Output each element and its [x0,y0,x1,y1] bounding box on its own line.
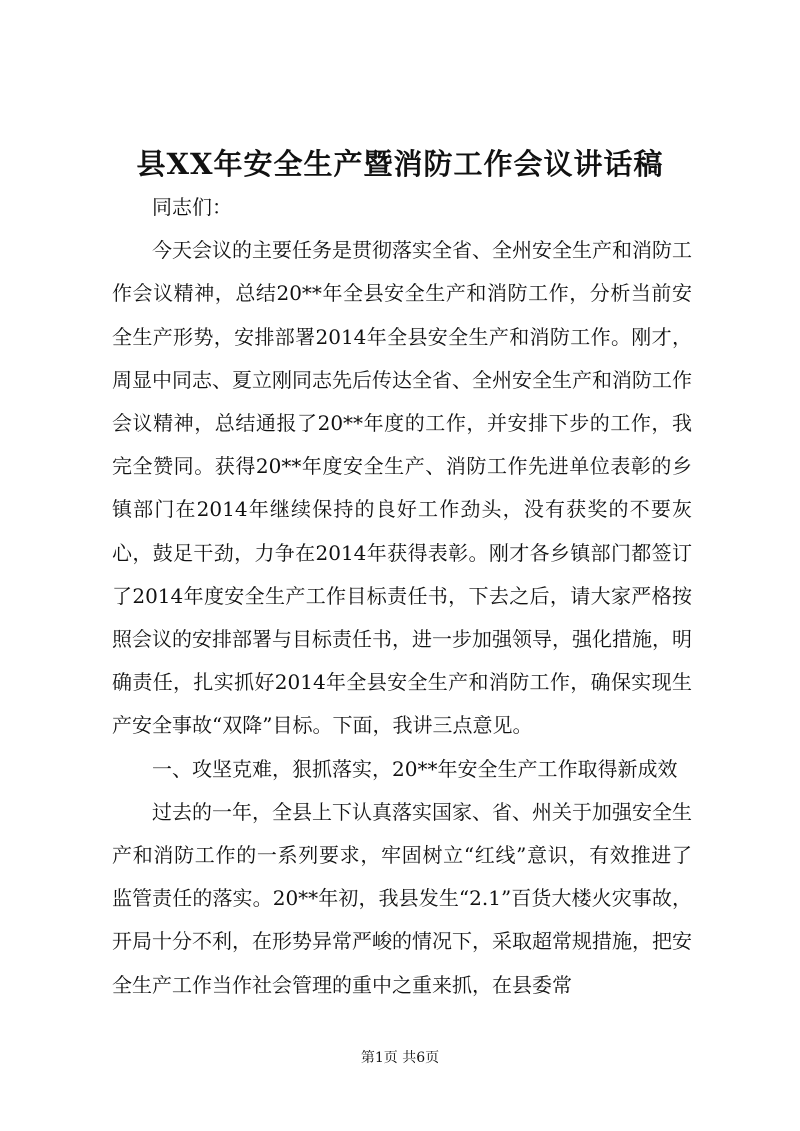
document-body [112,186,692,1007]
salutation-paragraph: 同志们： [152,195,232,219]
section-heading: 一、攻坚克难，狠抓落实，20**年安全生产工作取得新成效 [152,756,678,781]
intro-paragraph: 今天会议的主要任务是贯彻落实全省、全州安全生产和消防工作会议精神，总结20**年全县安全生产和消防工作，分析当前安全生产形势，安排部署2014年全县安全生产和消防工作。刚才，周显中同志、夏立刚同志先后传达全省、全州安全生产和消防工作会议精神，总结通报了20**年度的工作，并安排下步的工作，我完全赞同。获得20**年度安全生产、消防工作先进单位表彰的乡镇部门在2014年继续保持的良好工作劲头，没有获奖的不要灰心，鼓足干劲，力争在2014年获得表彰。刚才各乡镇部门都签订了2014年度安全生产工作目标责任书，下去之后，请大家严格按照会议的安排部署与目标责任书，进一步加强领导，强化措施，明确责任，扎实抓好2014年全县安全生产和消防工作，确保实现生产安全事故“双降”目标。下面，我讲三点意见。 [112,238,692,738]
document-title: 县XX年安全生产暨消防工作会议讲话稿 [136,147,664,181]
page-number: 第1页 共6页 [360,1050,440,1066]
review-paragraph: 过去的一年，全县上下认真落实国家、省、州关于加强安全生产和消防工作的一系列要求，牢固树立“红线”意识，有效推进了监管责任的落实。20**年初，我县发生“2.1”百货大楼火灾事故，开局十分不利，在形势异常严峻的情况下，采取超常规措施，把安全生产工作当作社会管理的重中之重来抓，在县委常 [112,799,692,997]
